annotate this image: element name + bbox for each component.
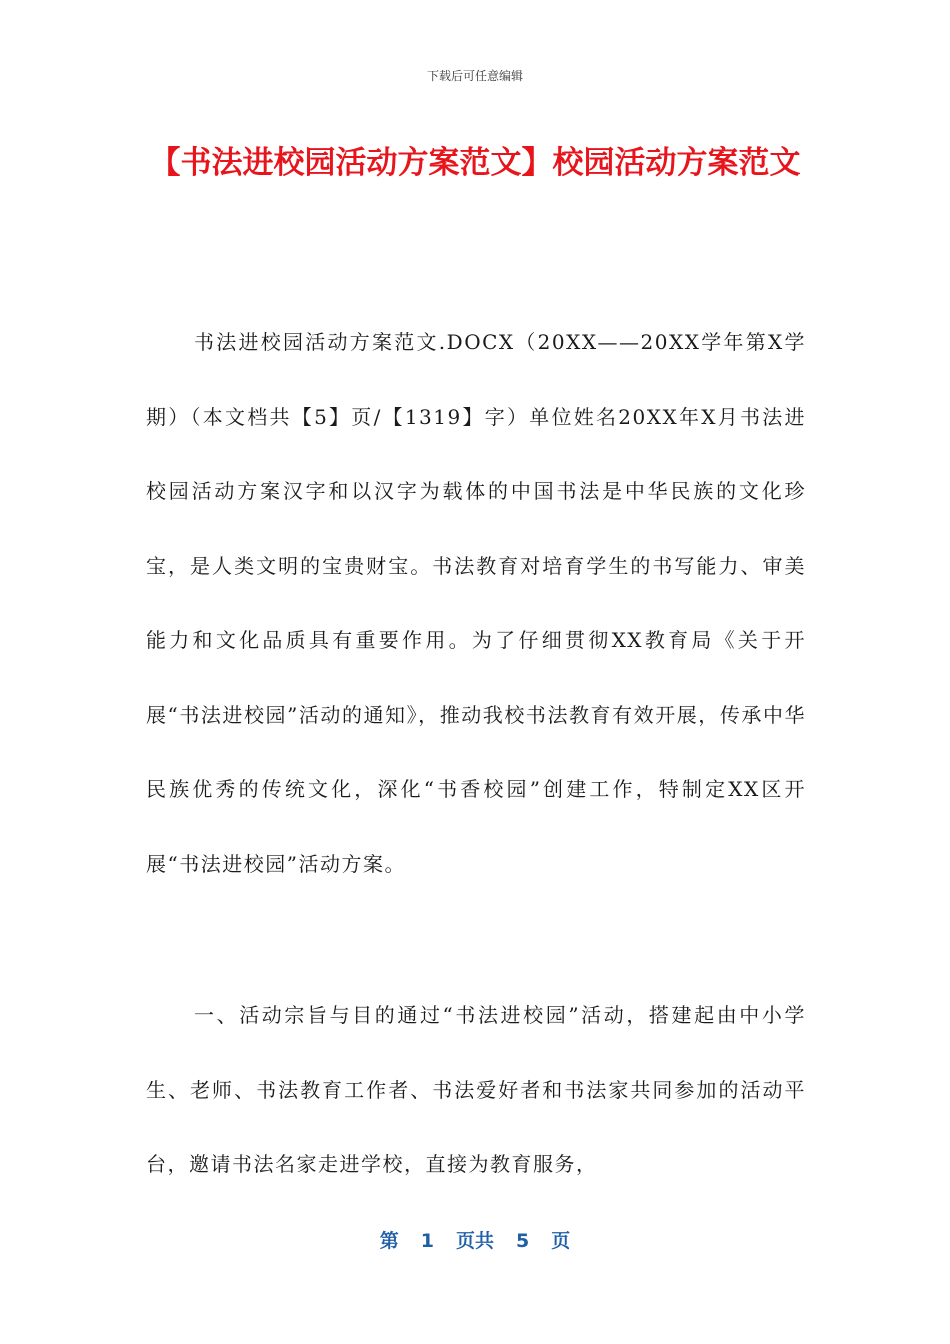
body-paragraph: 一、活动宗旨与目的通过“书法进校园”活动，搭建起由中小学生、老师、书法教育工作者、书法爱好者和书法家共同参加的活动平台，邀请书法名家走进学校，直接为教育服务， — [146, 1003, 806, 1176]
page-footer — [0, 1226, 950, 1253]
page-label-prefix: 第 — [379, 1230, 399, 1252]
document-title: 【书法进校园活动方案范文】校园活动方案范文 — [149, 145, 801, 181]
page-label-suffix: 页 — [551, 1230, 571, 1252]
page-label-mid: 页共 — [455, 1230, 494, 1252]
header-note: 下载后可任意编辑 — [426, 69, 523, 83]
current-page-number: 1 — [420, 1230, 434, 1252]
body-paragraph: 书法进校园活动方案范文.DOCX（20XX——20XX学年第X学期）（本文档共【5】页/【1319】字）单位姓名20XX年X月书法进校园活动方案汉字和以汉字为载体的中国书法是中华民族的文化珍宝，是人类文明的宝贵财宝。书法教育对培育学生的书写能力、审美能力和文化品质具有重要作用。为了仔细贯彻XX教育局《关于开展“书法进校园”活动的通知》，推动我校书法教育有效开展，传承中华民族优秀的传统文化，深化“书香校园”创建工作，特制定XX区开展“书法进校园”活动方案。 — [146, 330, 806, 876]
total-pages-number: 5 — [516, 1230, 530, 1252]
